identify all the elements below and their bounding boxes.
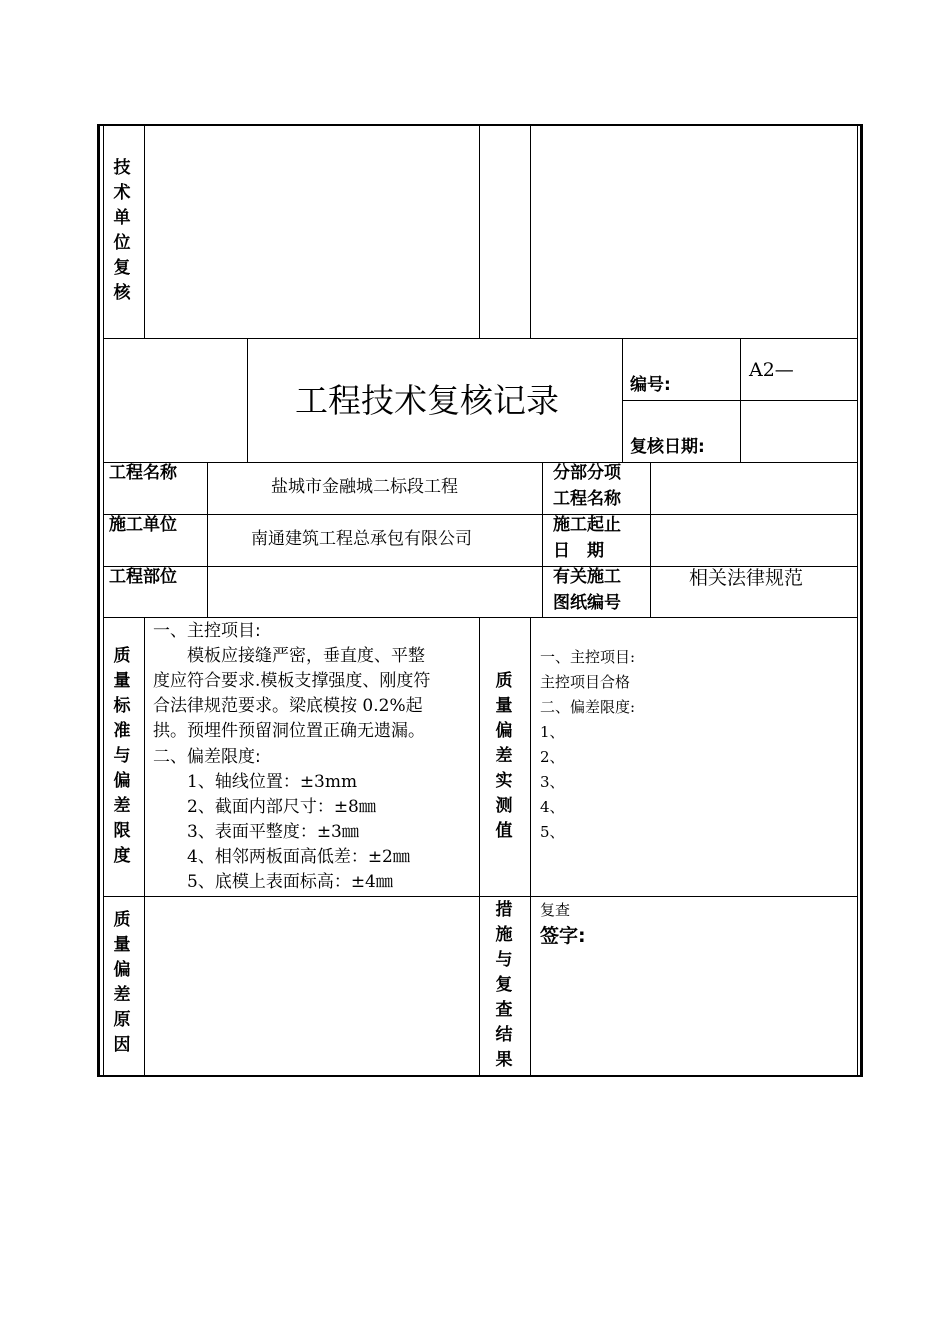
measured-list-line: 5、 [540, 823, 565, 841]
number-label: 编号: [630, 375, 671, 395]
vertical-char: 位 [113, 233, 131, 253]
vertical-char: 复 [495, 975, 513, 995]
vertical-char: 差 [113, 796, 131, 816]
measured-list-line: 主控项目合格 [540, 673, 631, 691]
vertical-char: 标 [113, 696, 131, 716]
vertical-char: 质 [113, 910, 131, 930]
deviation-heading: 二、偏差限度: [153, 747, 261, 767]
measured-list-line: 一、主控项目: [540, 648, 636, 666]
measured-list-line: 4、 [540, 798, 565, 816]
vertical-char: 准 [113, 721, 131, 741]
quality-standard-label [111, 644, 133, 869]
vertical-char: 因 [113, 1035, 131, 1055]
recheck-text: 复查 [540, 901, 571, 919]
vertical-char: 量 [495, 696, 513, 716]
vertical-char: 测 [495, 796, 513, 816]
form-title: 工程技术复核记录 [295, 381, 559, 420]
measures-result-label [493, 898, 515, 1073]
construction-unit-label: 施工单位 [109, 515, 177, 535]
vertical-char: 施 [495, 925, 513, 945]
deviation-list-line: 3、表面平整度：±3㎜ [153, 822, 359, 842]
vertical-char: 复 [113, 258, 131, 278]
period-label-1: 施工起止 [553, 515, 621, 535]
location-label: 工程部位 [109, 567, 177, 587]
sub-project-label-2: 工程名称 [553, 489, 621, 509]
main-text-line: 模板应接缝严密，垂直度、平整 [153, 646, 425, 666]
measured-list-line: 2、 [540, 748, 565, 766]
vertical-char: 单 [113, 208, 131, 228]
deviation-list-line: 1、轴线位置：±3mm [153, 772, 358, 792]
measured-list-line: 1、 [540, 723, 565, 741]
vertical-char: 与 [113, 746, 131, 766]
vertical-char: 差 [495, 746, 513, 766]
construction-unit-value: 南通建筑工程总承包有限公司 [251, 529, 472, 549]
measured-value-label [493, 669, 515, 844]
measured-list-line: 3、 [540, 773, 565, 791]
vertical-char: 核 [113, 283, 131, 303]
tech-unit-review-label [111, 156, 133, 306]
project-name-label: 工程名称 [109, 463, 177, 483]
review-record-form [97, 124, 864, 1077]
deviation-list-line: 2、截面内部尺寸：±8㎜ [153, 797, 376, 817]
vertical-char: 质 [495, 671, 513, 691]
vertical-char: 结 [495, 1025, 513, 1045]
drawing-value: 相关法律规范 [689, 567, 804, 589]
vertical-char: 量 [113, 935, 131, 955]
review-date-label: 复核日期: [630, 437, 705, 457]
vertical-char: 果 [495, 1050, 513, 1070]
vertical-char: 偏 [113, 960, 131, 980]
vertical-char: 值 [495, 821, 513, 841]
vertical-char: 限 [113, 821, 131, 841]
project-name-value: 盐城市金融城二标段工程 [271, 477, 458, 497]
vertical-char: 术 [113, 183, 131, 203]
vertical-char: 与 [495, 950, 513, 970]
period-label-2: 日 期 [553, 541, 604, 561]
vertical-char: 差 [113, 985, 131, 1005]
drawing-label-1: 有关施工 [553, 567, 621, 587]
signature-label: 签字: [540, 925, 586, 947]
main-text-line: 合法律规范要求。梁底模按 0.2%起 [153, 696, 423, 716]
main-text-line: 度应符合要求.模板支撑强度、刚度符 [153, 671, 431, 691]
vertical-char: 技 [113, 158, 131, 178]
sub-project-label-1: 分部分项 [553, 463, 621, 483]
drawing-label-2: 图纸编号 [553, 593, 621, 613]
number-value: A2— [749, 359, 794, 381]
main-text-line: 拱。预埋件预留洞位置正确无遗漏。 [153, 721, 425, 741]
vertical-char: 原 [113, 1010, 131, 1030]
deviation-list-line: 5、底模上表面标高：±4㎜ [153, 872, 393, 892]
vertical-char: 质 [113, 646, 131, 666]
vertical-char: 实 [495, 771, 513, 791]
vertical-char: 量 [113, 671, 131, 691]
deviation-cause-label [111, 908, 133, 1058]
vertical-char: 查 [495, 1000, 513, 1020]
vertical-char: 度 [113, 846, 131, 866]
vertical-char: 措 [495, 900, 513, 920]
measured-list-line: 二、偏差限度: [540, 698, 636, 716]
vertical-char: 偏 [495, 721, 513, 741]
vertical-char: 偏 [113, 771, 131, 791]
deviation-list-line: 4、相邻两板面高低差：±2㎜ [153, 847, 410, 867]
main-items-heading: 一、主控项目: [153, 621, 261, 641]
